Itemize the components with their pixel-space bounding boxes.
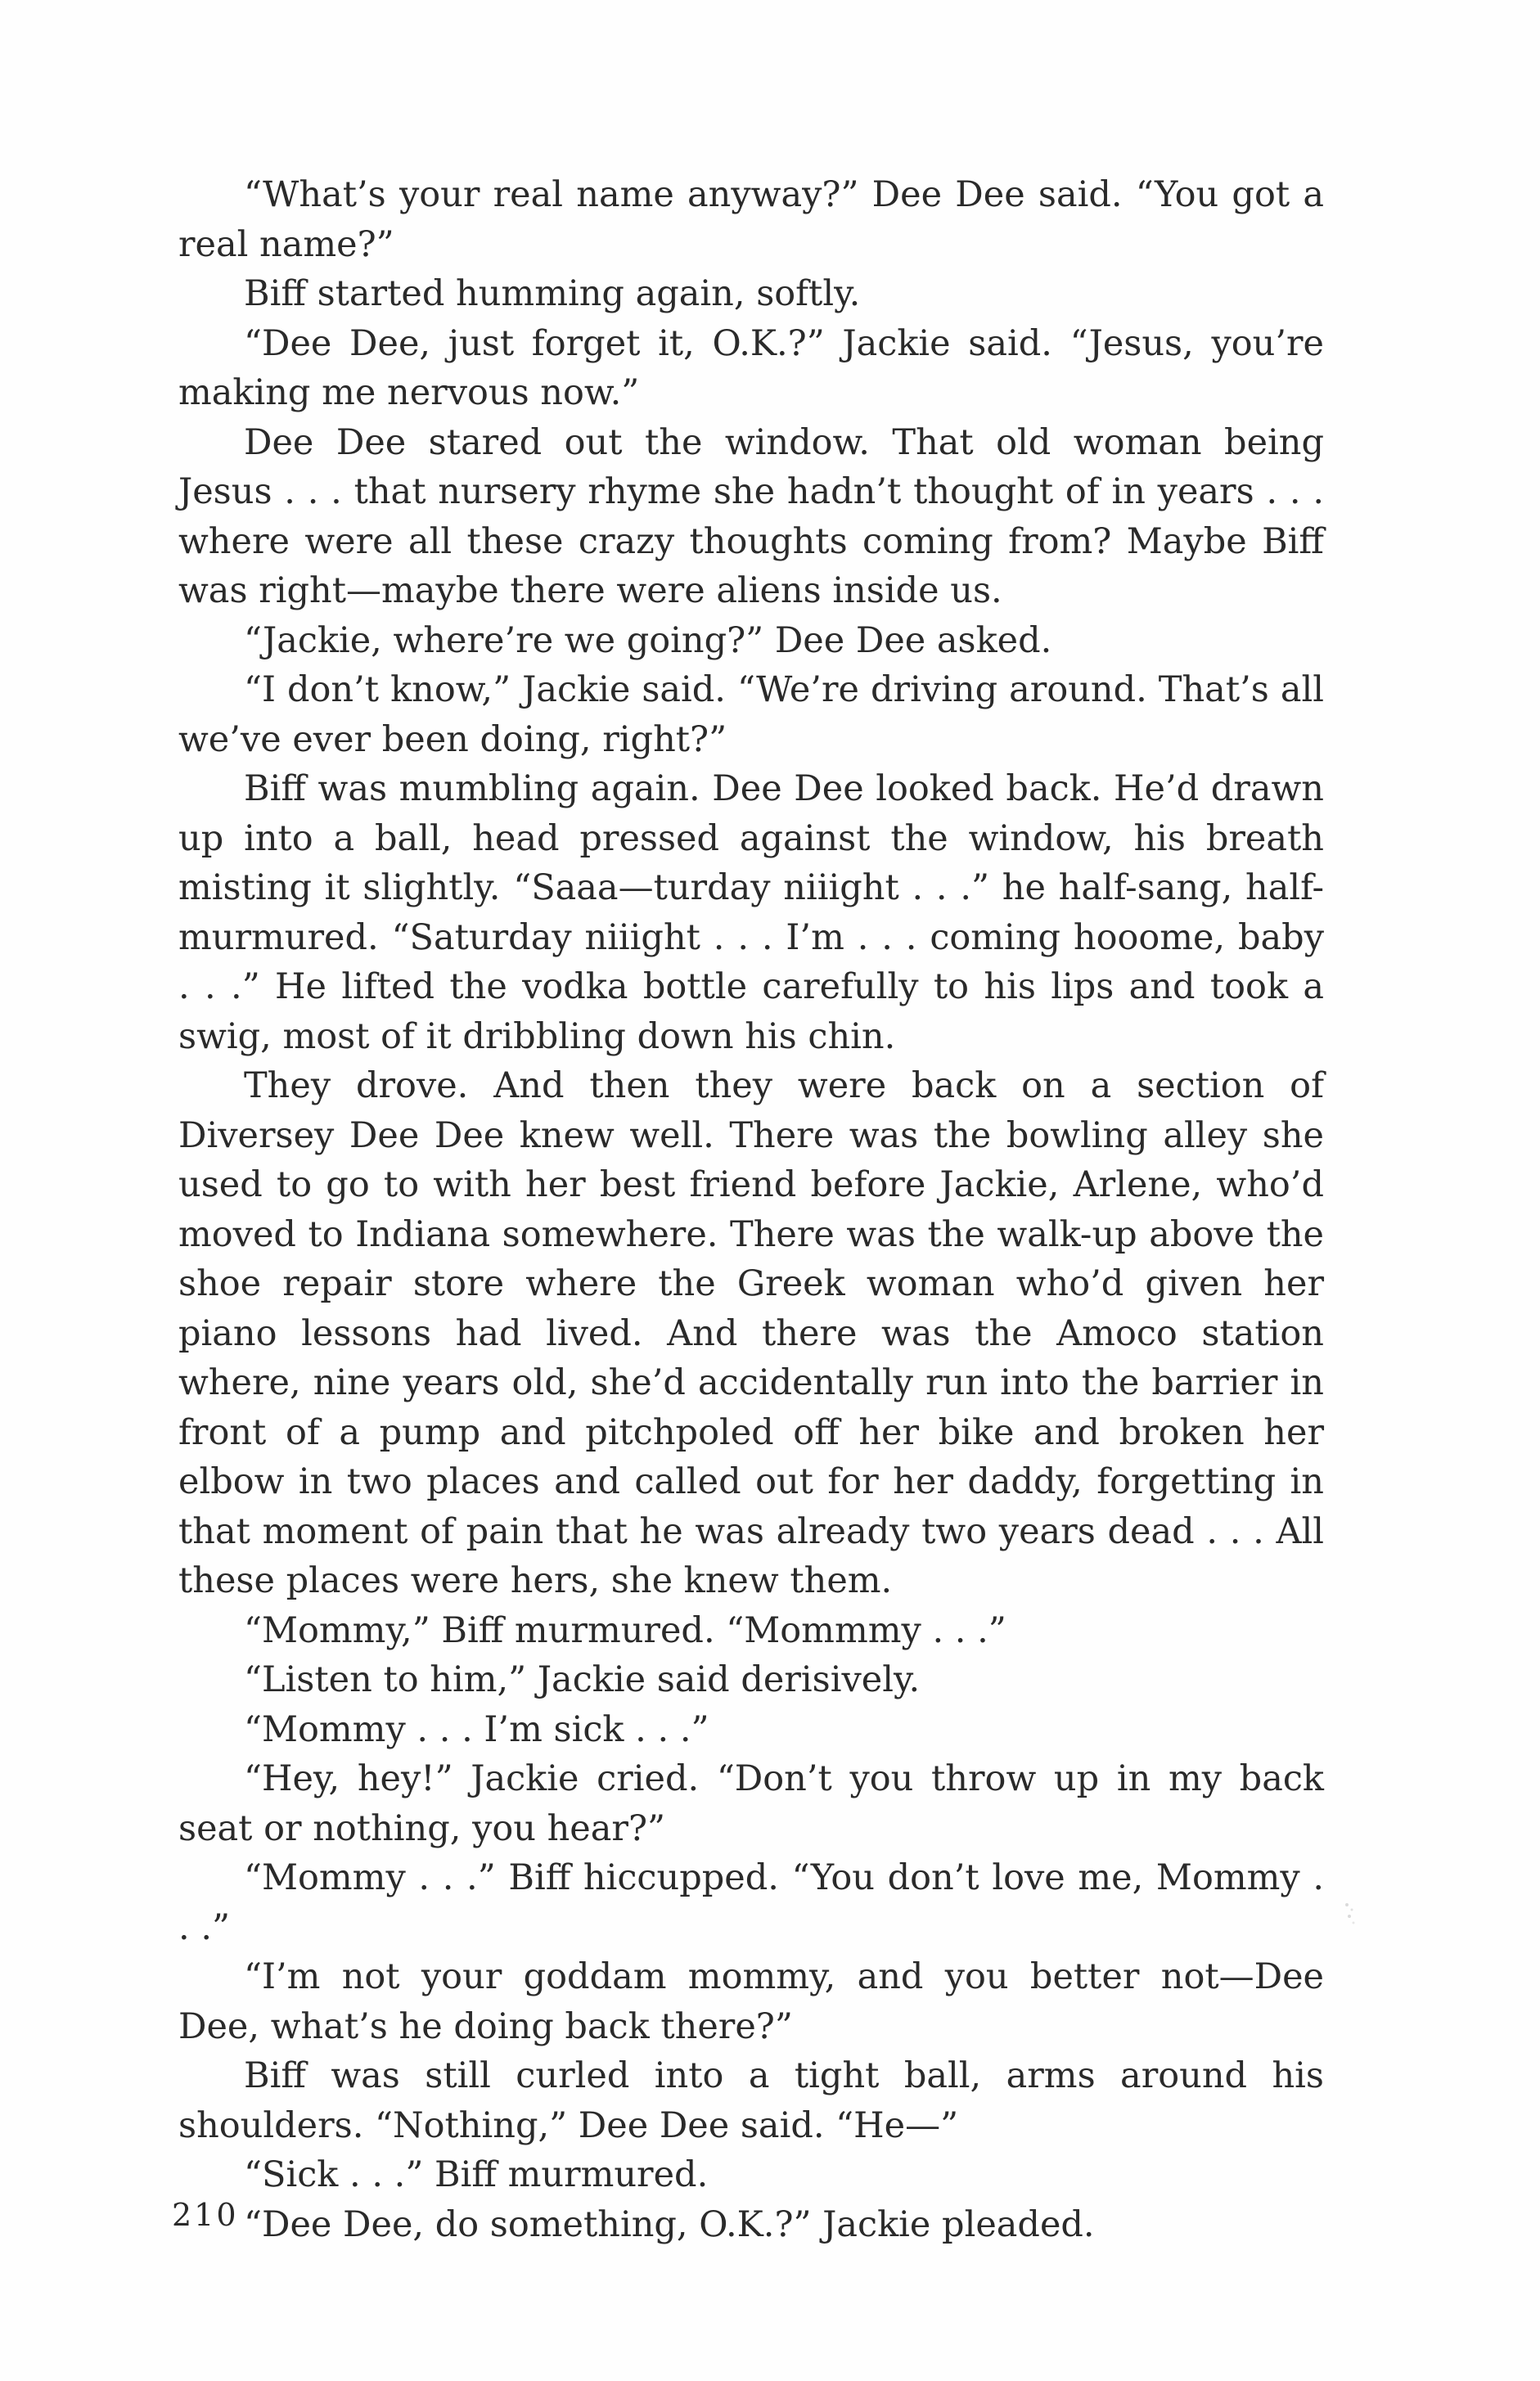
- paragraph: “Dee Dee, do something, O.K.?” Jackie pleaded.: [244, 2203, 1095, 2245]
- paragraph: “Dee Dee, just forget it, O.K.?” Jackie said. “Jesus, you’re making me nervous now.”: [178, 322, 1324, 413]
- paragraph: “I don’t know,” Jackie said. “We’re driving around. That’s all we’ve ever been doing, right?”: [178, 669, 1324, 760]
- paragraph: “I’m not your goddam mommy, and you better not—Dee Dee, what’s he doing back there?”: [178, 1956, 1324, 2047]
- paragraph: Biff was still curled into a tight ball, arms around his shoulders. “Nothing,” Dee Dee said. “He—”: [178, 2055, 1324, 2146]
- paragraph: “Jackie, where’re we going?” Dee Dee asked.: [244, 619, 1052, 661]
- paragraph: “Hey, hey!” Jackie cried. “Don’t you throw up in my back seat or nothing, you hear?”: [178, 1758, 1324, 1849]
- scan-speck: [1342, 1898, 1358, 1931]
- body-text: [178, 170, 1324, 2249]
- paragraph: Biff started humming again, softly.: [244, 273, 861, 314]
- page-number: 210: [172, 2197, 239, 2233]
- paragraph: “Mommy,” Biff murmured. “Mommmy . . .”: [244, 1609, 1006, 1651]
- paragraph: “Mommy . . .” Biff hiccupped. “You don’t love me, Mommy . . .”: [178, 1857, 1324, 1948]
- paragraph: “Sick . . .” Biff murmured.: [244, 2154, 709, 2195]
- paragraph: “What’s your real name anyway?” Dee Dee said. “You got a real name?”: [178, 174, 1324, 265]
- paragraph: They drove. And then they were back on a section of Diversey Dee Dee knew well. There was the bowling alley she used to go to with her best friend before Jackie, Arlene, who’d moved to Indiana somewhere. There was the walk-up above the shoe repair store where the Greek woman who’d given her piano lessons had lived. And there was the Amoco station where, nine years old, she’d accidentally run into the barrier in front of a pump and pitchpoled off her bike and broken her elbow in two places and called out for her daddy, forgetting in that moment of pain that he was already two years dead . . . All these places were hers, she knew them.: [178, 1065, 1324, 1601]
- paragraph: “Listen to him,” Jackie said derisively.: [244, 1659, 921, 1700]
- paragraph: Biff was mumbling again. Dee Dee looked back. He’d drawn up into a ball, head pressed against the window, his breath misting it slightly. “Saaa—turday niiight . . .” he half-sang, half-murmured. “Saturday niiight . . . I’m . . . coming hooome, baby . . .” He lifted the vodka bottle carefully to his lips and took a swig, most of it dribbling down his chin.: [178, 768, 1324, 1057]
- paragraph: “Mommy . . . I’m sick . . .”: [244, 1708, 709, 1750]
- paragraph: Dee Dee stared out the window. That old woman being Jesus . . . that nursery rhyme she hadn’t thought of in years . . . where were all these crazy thoughts coming from? Maybe Biff was right—maybe there were aliens inside us.: [178, 421, 1324, 611]
